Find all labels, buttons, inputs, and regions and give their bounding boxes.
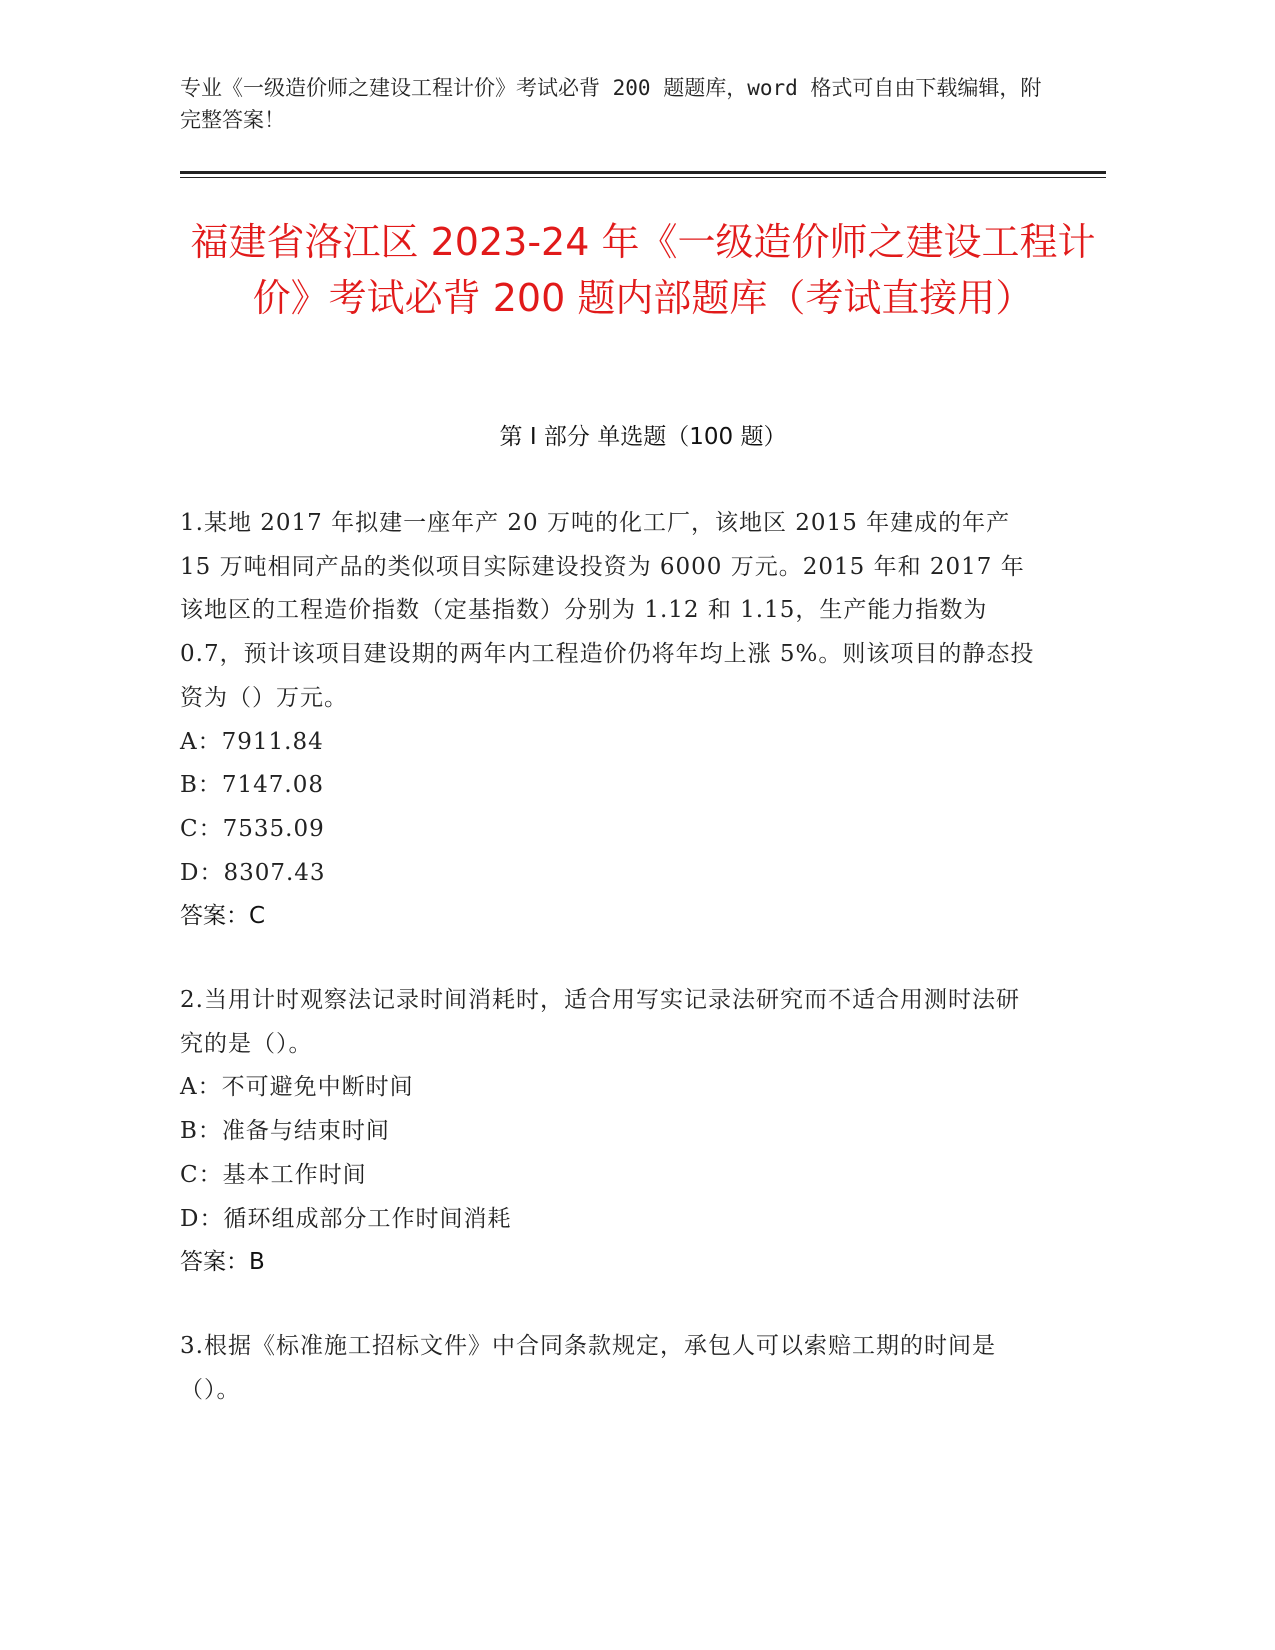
option-b: B：准备与结束时间 bbox=[180, 1118, 390, 1145]
question-1 bbox=[180, 502, 1040, 939]
question-list bbox=[180, 502, 1040, 1452]
option-c: C：基本工作时间 bbox=[180, 1161, 367, 1188]
header-divider-thin bbox=[180, 177, 1106, 178]
answer-line: 答案：B bbox=[180, 1249, 265, 1276]
option-d: D：8307.43 bbox=[180, 859, 326, 886]
header-note: 专业《一级造价师之建设工程计价》考试必背 200 题题库，word 格式可自由下载编辑，附完整答案！ bbox=[180, 76, 1042, 132]
question-2 bbox=[180, 979, 1040, 1285]
question-stem: 1.某地 2017 年拟建一座年产 20 万吨的化工厂，该地区 2015 年建成的年产 15 万吨相同产品的类似项目实际建设投资为 6000 万元。2015 年和 2017 年该地区的工程造价指数（定基指数）分别为 1.12 和 1.15，生产能力指数为 0.7，预计该项目建设期的两年内工程造价仍将年均上涨 5%。则该项目的静态投资为（）万元。 bbox=[180, 510, 1035, 711]
option-b: B：7147.08 bbox=[180, 772, 325, 799]
question-stem: 3.根据《标准施工招标文件》中合同条款规定，承包人可以索赔工期的时间是（）。 bbox=[180, 1332, 996, 1403]
question-stem: 2.当用计时观察法记录时间消耗时，适合用写实记录法研究而不适合用测时法研究的是（）。 bbox=[180, 987, 1020, 1057]
header-divider-thick bbox=[180, 171, 1106, 174]
option-c: C：7535.09 bbox=[180, 815, 325, 842]
answer-line: 答案：C bbox=[180, 903, 266, 930]
document-title: 福建省洛江区 2023-24 年《一级造价师之建设工程计价》考试必背 200 题内部题库（考试直接用） bbox=[190, 220, 1096, 320]
question-3 bbox=[180, 1325, 1040, 1412]
option-a: A：7911.84 bbox=[180, 728, 324, 755]
section-heading: 第 I 部分 单选题（100 题） bbox=[499, 424, 787, 450]
option-a: A：不可避免中断时间 bbox=[180, 1074, 414, 1101]
option-d: D：循环组成部分工作时间消耗 bbox=[180, 1205, 512, 1232]
